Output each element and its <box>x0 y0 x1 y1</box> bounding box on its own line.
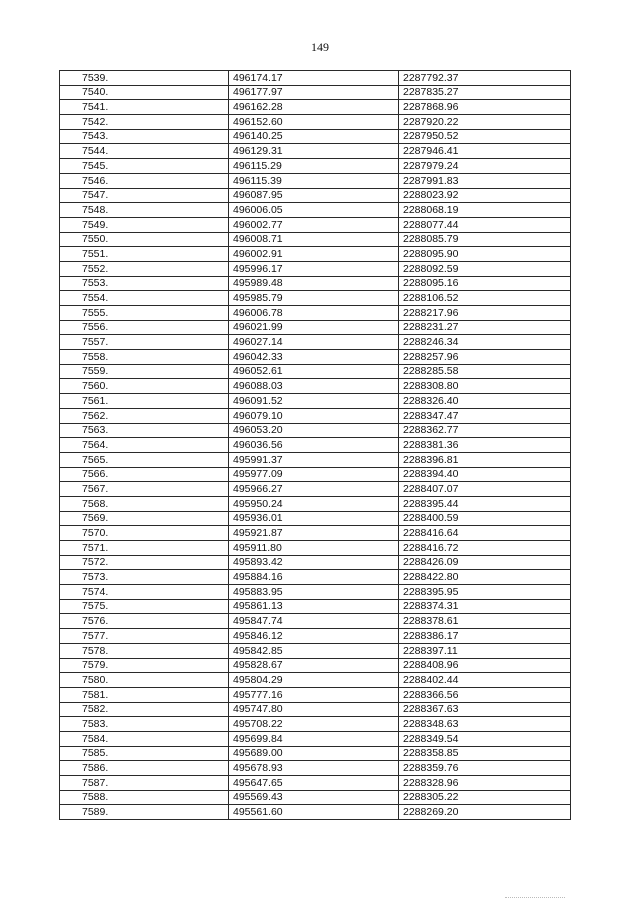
table-row <box>60 335 571 350</box>
table-row <box>60 173 571 188</box>
table-row <box>60 511 571 526</box>
table-row <box>60 394 571 409</box>
y-coordinate-cell: 2288068.19 <box>399 203 571 218</box>
coordinates-table <box>59 70 571 820</box>
y-coordinate-cell: 2288085.79 <box>399 232 571 247</box>
x-coordinate-cell: 495989.48 <box>229 276 399 291</box>
x-coordinate-cell: 496177.97 <box>229 85 399 100</box>
x-coordinate-cell: 495884.16 <box>229 570 399 585</box>
point-number-cell: 7558. <box>60 350 229 365</box>
x-coordinate-cell: 495747.80 <box>229 702 399 717</box>
point-number-cell: 7581. <box>60 687 229 702</box>
table-row <box>60 731 571 746</box>
point-number-cell: 7552. <box>60 261 229 276</box>
y-coordinate-cell: 2287979.24 <box>399 159 571 174</box>
y-coordinate-cell: 2288408.96 <box>399 658 571 673</box>
point-number-cell: 7576. <box>60 614 229 629</box>
y-coordinate-cell: 2288396.81 <box>399 452 571 467</box>
point-number-cell: 7577. <box>60 629 229 644</box>
table-row <box>60 452 571 467</box>
y-coordinate-cell: 2288269.20 <box>399 805 571 820</box>
y-coordinate-cell: 2288397.11 <box>399 643 571 658</box>
y-coordinate-cell: 2288305.22 <box>399 790 571 805</box>
x-coordinate-cell: 496087.95 <box>229 188 399 203</box>
point-number-cell: 7546. <box>60 173 229 188</box>
x-coordinate-cell: 495996.17 <box>229 261 399 276</box>
table-row <box>60 614 571 629</box>
x-coordinate-cell: 496021.99 <box>229 320 399 335</box>
y-coordinate-cell: 2288095.90 <box>399 247 571 262</box>
x-coordinate-cell: 495846.12 <box>229 629 399 644</box>
y-coordinate-cell: 2288394.40 <box>399 467 571 482</box>
table-row <box>60 526 571 541</box>
y-coordinate-cell: 2288378.61 <box>399 614 571 629</box>
point-number-cell: 7541. <box>60 100 229 115</box>
point-number-cell: 7579. <box>60 658 229 673</box>
y-coordinate-cell: 2287920.22 <box>399 115 571 130</box>
table-row <box>60 790 571 805</box>
point-number-cell: 7588. <box>60 790 229 805</box>
y-coordinate-cell: 2288407.07 <box>399 482 571 497</box>
table-row <box>60 585 571 600</box>
y-coordinate-cell: 2288395.44 <box>399 496 571 511</box>
table-row <box>60 350 571 365</box>
y-coordinate-cell: 2288426.09 <box>399 555 571 570</box>
x-coordinate-cell: 496052.61 <box>229 364 399 379</box>
table-row <box>60 217 571 232</box>
y-coordinate-cell: 2288328.96 <box>399 776 571 791</box>
point-number-cell: 7544. <box>60 144 229 159</box>
x-coordinate-cell: 495689.00 <box>229 746 399 761</box>
y-coordinate-cell: 2287946.41 <box>399 144 571 159</box>
point-number-cell: 7586. <box>60 761 229 776</box>
x-coordinate-cell: 495804.29 <box>229 673 399 688</box>
table-row <box>60 261 571 276</box>
table-row <box>60 85 571 100</box>
y-coordinate-cell: 2288358.85 <box>399 746 571 761</box>
y-coordinate-cell: 2288374.31 <box>399 599 571 614</box>
point-number-cell: 7551. <box>60 247 229 262</box>
point-number-cell: 7555. <box>60 306 229 321</box>
y-coordinate-cell: 2288359.76 <box>399 761 571 776</box>
point-number-cell: 7589. <box>60 805 229 820</box>
point-number-cell: 7575. <box>60 599 229 614</box>
y-coordinate-cell: 2288348.63 <box>399 717 571 732</box>
point-number-cell: 7562. <box>60 408 229 423</box>
table-row <box>60 643 571 658</box>
point-number-cell: 7572. <box>60 555 229 570</box>
point-number-cell: 7543. <box>60 129 229 144</box>
y-coordinate-cell: 2288422.80 <box>399 570 571 585</box>
table-row <box>60 673 571 688</box>
table-row <box>60 658 571 673</box>
table-row <box>60 746 571 761</box>
x-coordinate-cell: 496042.33 <box>229 350 399 365</box>
point-number-cell: 7550. <box>60 232 229 247</box>
y-coordinate-cell: 2288023.92 <box>399 188 571 203</box>
y-coordinate-cell: 2288381.36 <box>399 438 571 453</box>
x-coordinate-cell: 496027.14 <box>229 335 399 350</box>
x-coordinate-cell: 495921.87 <box>229 526 399 541</box>
table-row <box>60 276 571 291</box>
x-coordinate-cell: 496174.17 <box>229 71 399 86</box>
point-number-cell: 7567. <box>60 482 229 497</box>
table-row <box>60 188 571 203</box>
table-row <box>60 496 571 511</box>
point-number-cell: 7553. <box>60 276 229 291</box>
y-coordinate-cell: 2288257.96 <box>399 350 571 365</box>
x-coordinate-cell: 495861.13 <box>229 599 399 614</box>
y-coordinate-cell: 2288092.59 <box>399 261 571 276</box>
y-coordinate-cell: 2287868.96 <box>399 100 571 115</box>
table-row <box>60 761 571 776</box>
x-coordinate-cell: 496162.28 <box>229 100 399 115</box>
point-number-cell: 7561. <box>60 394 229 409</box>
point-number-cell: 7540. <box>60 85 229 100</box>
point-number-cell: 7571. <box>60 541 229 556</box>
point-number-cell: 7548. <box>60 203 229 218</box>
table-row <box>60 702 571 717</box>
table-row <box>60 232 571 247</box>
table-row <box>60 320 571 335</box>
point-number-cell: 7542. <box>60 115 229 130</box>
point-number-cell: 7560. <box>60 379 229 394</box>
x-coordinate-cell: 496002.77 <box>229 217 399 232</box>
y-coordinate-cell: 2288416.72 <box>399 541 571 556</box>
x-coordinate-cell: 496036.56 <box>229 438 399 453</box>
point-number-cell: 7564. <box>60 438 229 453</box>
x-coordinate-cell: 495569.43 <box>229 790 399 805</box>
point-number-cell: 7573. <box>60 570 229 585</box>
y-coordinate-cell: 2288246.34 <box>399 335 571 350</box>
y-coordinate-cell: 2288231.27 <box>399 320 571 335</box>
table-row <box>60 555 571 570</box>
y-coordinate-cell: 2288285.58 <box>399 364 571 379</box>
x-coordinate-cell: 495911.80 <box>229 541 399 556</box>
point-number-cell: 7557. <box>60 335 229 350</box>
table-row <box>60 159 571 174</box>
point-number-cell: 7587. <box>60 776 229 791</box>
table-row <box>60 629 571 644</box>
y-coordinate-cell: 2288362.77 <box>399 423 571 438</box>
table-row <box>60 438 571 453</box>
x-coordinate-cell: 495991.37 <box>229 452 399 467</box>
table-row <box>60 306 571 321</box>
table-row <box>60 100 571 115</box>
x-coordinate-cell: 496088.03 <box>229 379 399 394</box>
scan-artifact <box>505 897 565 899</box>
x-coordinate-cell: 496053.20 <box>229 423 399 438</box>
point-number-cell: 7547. <box>60 188 229 203</box>
point-number-cell: 7554. <box>60 291 229 306</box>
point-number-cell: 7578. <box>60 643 229 658</box>
point-number-cell: 7570. <box>60 526 229 541</box>
point-number-cell: 7584. <box>60 731 229 746</box>
x-coordinate-cell: 495777.16 <box>229 687 399 702</box>
table-row <box>60 541 571 556</box>
point-number-cell: 7545. <box>60 159 229 174</box>
point-number-cell: 7549. <box>60 217 229 232</box>
coordinates-table-body <box>60 71 571 820</box>
y-coordinate-cell: 2288217.96 <box>399 306 571 321</box>
table-row <box>60 291 571 306</box>
x-coordinate-cell: 495699.84 <box>229 731 399 746</box>
y-coordinate-cell: 2288386.17 <box>399 629 571 644</box>
point-number-cell: 7565. <box>60 452 229 467</box>
table-row <box>60 247 571 262</box>
table-row <box>60 115 571 130</box>
x-coordinate-cell: 495847.74 <box>229 614 399 629</box>
x-coordinate-cell: 496140.25 <box>229 129 399 144</box>
point-number-cell: 7585. <box>60 746 229 761</box>
point-number-cell: 7569. <box>60 511 229 526</box>
x-coordinate-cell: 495966.27 <box>229 482 399 497</box>
y-coordinate-cell: 2288308.80 <box>399 379 571 394</box>
page-number: 149 <box>311 40 329 54</box>
point-number-cell: 7582. <box>60 702 229 717</box>
x-coordinate-cell: 496129.31 <box>229 144 399 159</box>
table-row <box>60 805 571 820</box>
y-coordinate-cell: 2288349.54 <box>399 731 571 746</box>
x-coordinate-cell: 495842.85 <box>229 643 399 658</box>
table-row <box>60 423 571 438</box>
table-row <box>60 717 571 732</box>
x-coordinate-cell: 496115.29 <box>229 159 399 174</box>
y-coordinate-cell: 2287835.27 <box>399 85 571 100</box>
table-row <box>60 570 571 585</box>
x-coordinate-cell: 495883.95 <box>229 585 399 600</box>
x-coordinate-cell: 496152.60 <box>229 115 399 130</box>
y-coordinate-cell: 2288347.47 <box>399 408 571 423</box>
table-row <box>60 379 571 394</box>
y-coordinate-cell: 2288367.63 <box>399 702 571 717</box>
table-row <box>60 599 571 614</box>
x-coordinate-cell: 496006.78 <box>229 306 399 321</box>
point-number-cell: 7568. <box>60 496 229 511</box>
y-coordinate-cell: 2288366.56 <box>399 687 571 702</box>
y-coordinate-cell: 2287792.37 <box>399 71 571 86</box>
x-coordinate-cell: 495708.22 <box>229 717 399 732</box>
table-row <box>60 687 571 702</box>
x-coordinate-cell: 495647.65 <box>229 776 399 791</box>
table-row <box>60 408 571 423</box>
point-number-cell: 7574. <box>60 585 229 600</box>
x-coordinate-cell: 496079.10 <box>229 408 399 423</box>
table-row <box>60 71 571 86</box>
point-number-cell: 7539. <box>60 71 229 86</box>
point-number-cell: 7583. <box>60 717 229 732</box>
x-coordinate-cell: 495950.24 <box>229 496 399 511</box>
y-coordinate-cell: 2288106.52 <box>399 291 571 306</box>
point-number-cell: 7556. <box>60 320 229 335</box>
x-coordinate-cell: 495893.42 <box>229 555 399 570</box>
x-coordinate-cell: 495828.67 <box>229 658 399 673</box>
table-row <box>60 482 571 497</box>
point-number-cell: 7580. <box>60 673 229 688</box>
y-coordinate-cell: 2288326.40 <box>399 394 571 409</box>
x-coordinate-cell: 496002.91 <box>229 247 399 262</box>
y-coordinate-cell: 2288395.95 <box>399 585 571 600</box>
x-coordinate-cell: 495977.09 <box>229 467 399 482</box>
table-row <box>60 203 571 218</box>
point-number-cell: 7563. <box>60 423 229 438</box>
y-coordinate-cell: 2288400.59 <box>399 511 571 526</box>
x-coordinate-cell: 496008.71 <box>229 232 399 247</box>
x-coordinate-cell: 496115.39 <box>229 173 399 188</box>
table-row <box>60 144 571 159</box>
point-number-cell: 7559. <box>60 364 229 379</box>
y-coordinate-cell: 2288095.16 <box>399 276 571 291</box>
x-coordinate-cell: 495561.60 <box>229 805 399 820</box>
x-coordinate-cell: 495678.93 <box>229 761 399 776</box>
table-row <box>60 364 571 379</box>
x-coordinate-cell: 496091.52 <box>229 394 399 409</box>
x-coordinate-cell: 495985.79 <box>229 291 399 306</box>
y-coordinate-cell: 2288416.64 <box>399 526 571 541</box>
x-coordinate-cell: 496006.05 <box>229 203 399 218</box>
y-coordinate-cell: 2287950.52 <box>399 129 571 144</box>
table-row <box>60 467 571 482</box>
y-coordinate-cell: 2288402.44 <box>399 673 571 688</box>
table-row <box>60 776 571 791</box>
table-row <box>60 129 571 144</box>
y-coordinate-cell: 2288077.44 <box>399 217 571 232</box>
y-coordinate-cell: 2287991.83 <box>399 173 571 188</box>
x-coordinate-cell: 495936.01 <box>229 511 399 526</box>
point-number-cell: 7566. <box>60 467 229 482</box>
